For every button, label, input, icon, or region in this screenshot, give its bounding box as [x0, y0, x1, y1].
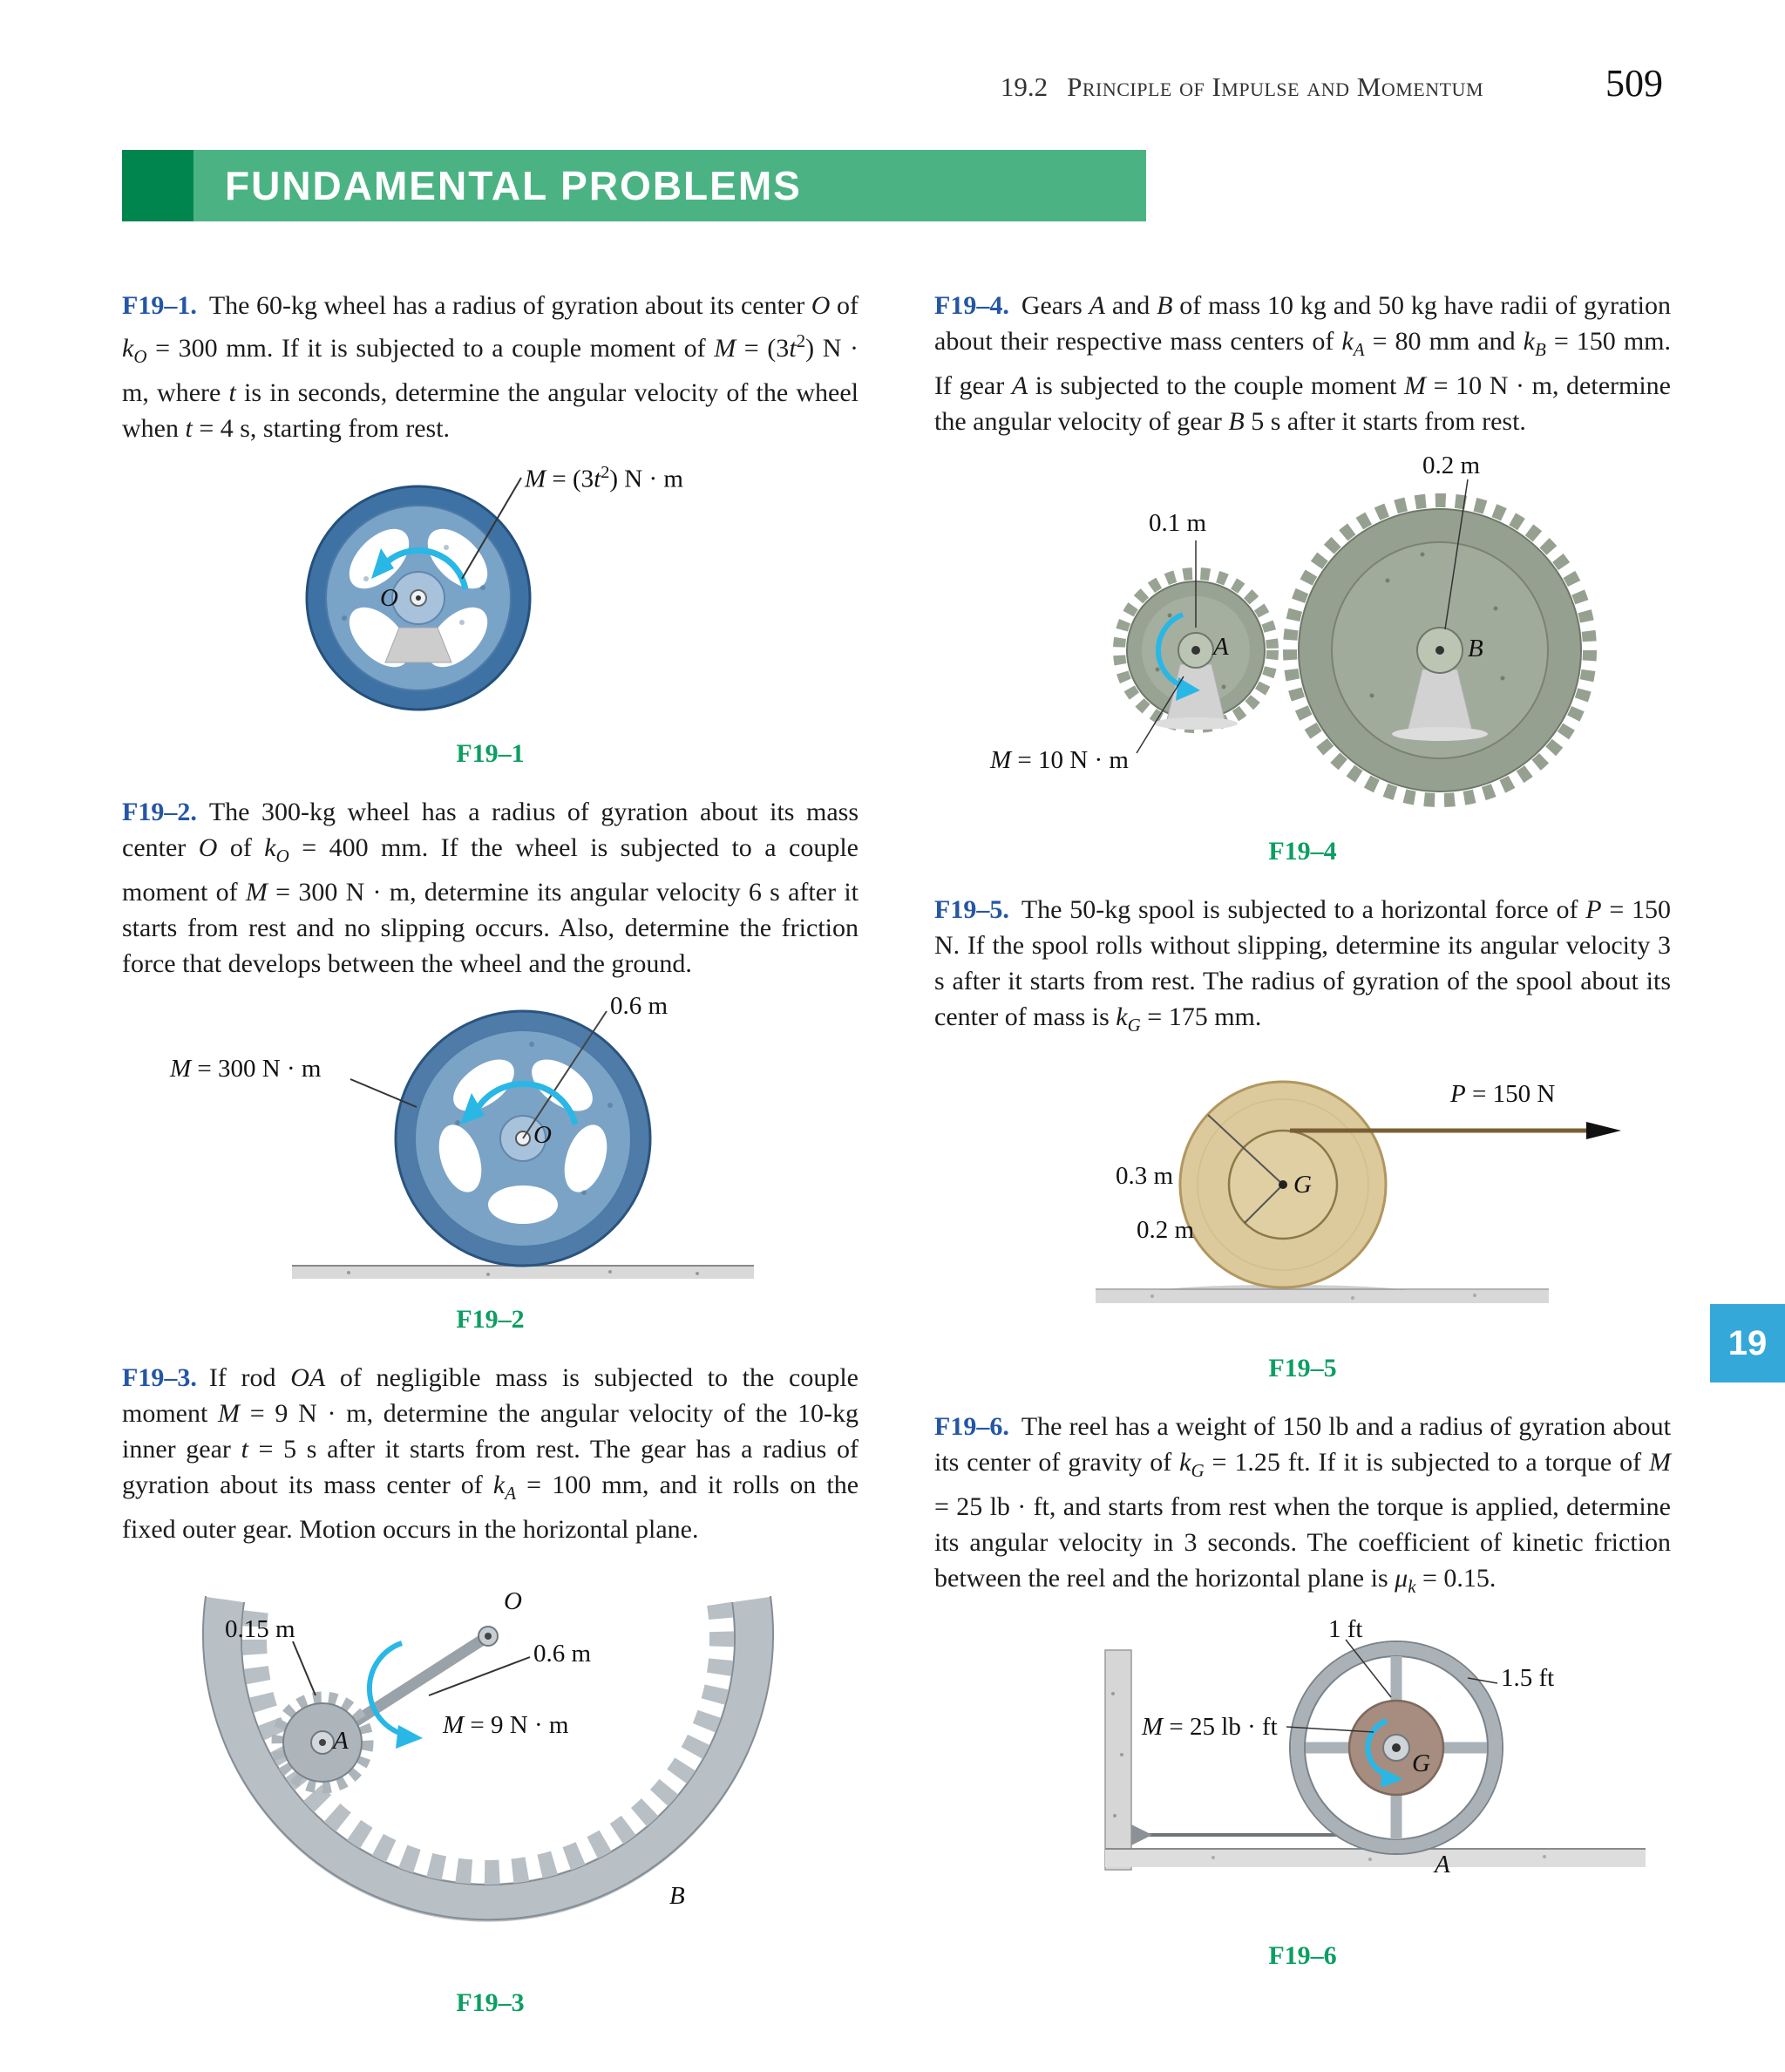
gear-a-label: A [333, 1727, 349, 1755]
moment-label: M = 9 N · m [443, 1711, 569, 1739]
problem-f19-4-text: F19–4. Gears A and B of mass 10 kg and 50 kg have radii of gyration about their respective mass centers of $k_A = 80$ mm and $k_B = 150$ mm. If gear A is subjected to the couple moment M = 10 N · m, determine the angular velocity of gear B 5 s after it starts from rest. [934, 291, 1672, 436]
force-label: P = 150 N [1450, 1080, 1556, 1108]
outer-radius-label: 0.3 m [1116, 1162, 1174, 1190]
figure-f19-4 [934, 450, 1671, 825]
page-number: 509 [1605, 62, 1663, 105]
right-column [934, 288, 1671, 1996]
figure-caption-f19-1: F19–1 [456, 739, 525, 768]
problem-f19-5-label: F19–5. [934, 895, 1009, 924]
problem-f19-4-label: F19–4. [934, 291, 1009, 320]
problem-f19-2-text: F19–2. The 300-kg wheel has a radius of gyration about its mass center O of $k_O = 400$ mm. If the wheel is subjected to a couple moment of M = 300 N · m, determine its angular velocity 6 s after it starts from rest and no slipping occurs. Also, determine the friction force that develops between the wheel and the ground. [122, 798, 859, 978]
figure-f19-2 [122, 992, 859, 1293]
wheel-graphic [350, 1011, 650, 1266]
wheel-illustration [122, 992, 859, 1293]
center-g-label: G [1293, 1171, 1312, 1199]
moment-label: M = 25 lb · ft [1142, 1713, 1278, 1741]
problem-f19-6-text: F19–6. The reel has a weight of 150 lb and a radius of gyration about its center of gravity of $k_G = 1.25$ ft. If it is subjected to a torque of M = 25 lb · ft, and starts from rest when the torque is applied, determine its angular velocity in 3 seconds. The coefficient of kinetic friction between the reel and the horizontal plane is $\mu_k = 0.15$. [934, 1412, 1671, 1597]
contact-a-label: A [1435, 1851, 1450, 1878]
figure-caption-f19-6: F19–6 [1268, 1941, 1337, 1970]
wall [1105, 1650, 1131, 1870]
figure-caption-f19-2: F19–2 [456, 1305, 525, 1334]
wheel-graphic [307, 478, 530, 710]
problem-f19-1-label: F19–1. [122, 291, 197, 320]
inner-radius-label: 1 ft [1328, 1615, 1363, 1643]
chapter-tab [1710, 1304, 1785, 1382]
reel-graphic [1290, 1641, 1503, 1854]
gear-radius-label: 0.15 m [225, 1615, 295, 1643]
figure-f19-6 [934, 1615, 1671, 1929]
problem-f19-3-text: F19–3. If rod OA of negligible mass is subjected to the couple moment M = 9 N · m, determine the angular velocity of the 10-kg inner gear t = 5 s after it starts from rest. The gear has a radius of gyration about its mass center of $k_A = 100$ mm, and it rolls on the fixed outer gear. Motion occurs in the horizontal plane. [122, 1363, 859, 1544]
ground [292, 1266, 754, 1279]
ring-b-label: B [669, 1882, 685, 1910]
ground [1096, 1285, 1549, 1303]
big-radius-label: 0.2 m [1422, 452, 1481, 479]
reel-illustration [934, 1615, 1671, 1929]
rod-length-label: 0.6 m [533, 1640, 592, 1668]
wheel-illustration [122, 457, 859, 727]
banner-bar [193, 150, 1146, 221]
moment-label: M = 300 N · m [170, 1055, 322, 1083]
figure-f19-1 [122, 457, 859, 727]
moment-label: $M = (3t^2) N \cdot m$ [525, 463, 683, 493]
chapter-tab-label: 19 [1727, 1323, 1768, 1362]
gear-b [1290, 500, 1590, 800]
banner-accent-square [122, 150, 193, 221]
center-o-label: O [380, 584, 398, 612]
problem-f19-6-label: F19–6. [934, 1412, 1009, 1441]
gear-b-label: B [1468, 635, 1483, 662]
pivot-o [478, 1627, 498, 1646]
figure-caption-f19-5: F19–5 [1268, 1354, 1337, 1382]
figure-f19-3 [122, 1558, 859, 1976]
running-head [122, 61, 1663, 105]
left-column [122, 288, 859, 2043]
force-arrow-icon [1586, 1122, 1621, 1139]
small-radius-label: 0.1 m [1149, 509, 1207, 537]
fundamental-problems-banner [122, 150, 1146, 221]
center-o-label: O [533, 1121, 552, 1149]
leader-line [293, 1641, 316, 1695]
problem-f19-2-label: F19–2. [122, 798, 197, 826]
section-title: Principle of Impulse and Momentum [1067, 71, 1483, 102]
wall-bracket [1131, 1824, 1152, 1845]
inner-radius-label: 0.2 m [1137, 1216, 1195, 1244]
outer-radius-label: 1.5 ft [1501, 1664, 1555, 1692]
gear-a-label: A [1213, 633, 1229, 661]
center-g-label: G [1412, 1749, 1430, 1777]
pivot-o-label: O [504, 1587, 522, 1615]
figure-caption-f19-3: F19–3 [456, 1988, 525, 2017]
problem-f19-3-label: F19–3. [122, 1363, 197, 1392]
spool-graphic [1180, 1082, 1386, 1287]
section-number: 19.2 [1000, 71, 1049, 102]
problem-f19-1-text: F19–1. The 60-kg wheel has a radius of gyration about its center O of $k_O = 300$ mm. If it is subjected to a couple moment of $M = (3t^2) N \cdot m$, where t is in seconds, determine the angular velocity of the wheel when t = 4 s, starting from rest. [122, 291, 859, 443]
radius-label: 0.6 m [610, 992, 669, 1020]
banner-title: FUNDAMENTAL PROBLEMS [225, 163, 802, 208]
cable [1131, 1824, 1352, 1845]
moment-label: M = 10 N · m [990, 746, 1129, 774]
figure-f19-5 [934, 1054, 1671, 1342]
problem-f19-5-text: F19–5. The 50-kg spool is subjected to a horizontal force of P = 150 N. If the spool rolls without slipping, determine its angular velocity 3 s after it starts from rest. The radius of gyration of the spool about its center of mass is $k_G = 175$ mm. [934, 895, 1671, 1036]
figure-caption-f19-4: F19–4 [1268, 837, 1337, 866]
